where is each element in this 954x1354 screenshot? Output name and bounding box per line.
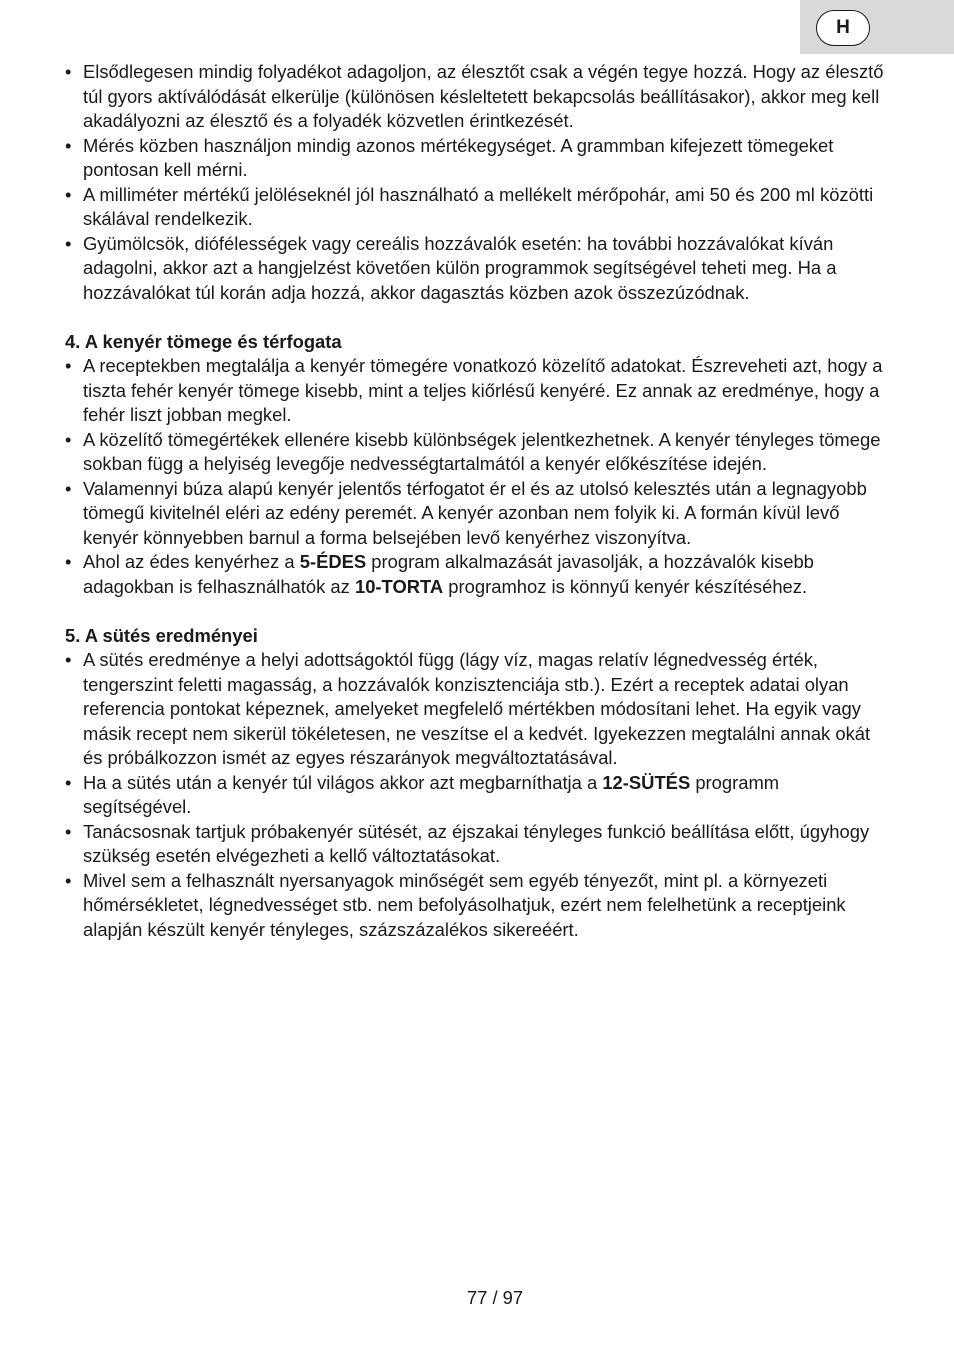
list-item: [65, 550, 890, 599]
list-item: • Tanácsosnak tartjuk próbakenyér sütését, az éjszakai tényleges funkció beállítása előtt, úgyhogy szükség esetén elvégezheti a kellő változtatásokat.: [65, 820, 890, 869]
list-item: • Elsődlegesen mindig folyadékot adagoljon, az élesztőt csak a végén tegye hozzá. Hogy az élesztő túl gyors aktíválódását elkerülje (különösen késleltetett bekapcsolás beállításakor), akkor meg kell akadályozni az élesztő és a folyadék közvetlen érintkezését.: [65, 60, 890, 134]
section-heading-bread-weight: 4. A kenyér tömege és térfogata: [65, 330, 342, 352]
text-run: Ahol az édes kenyérhez a: [83, 551, 300, 572]
text-run: Ha a sütés után a kenyér túl világos akkor azt megbarníthatja a: [83, 771, 603, 793]
list-item: • A receptekben megtalálja a kenyér tömegére vonatkozó közelítő adatokat. Észreveheti azt, hogy a tiszta fehér kenyér tömege kisebb, mint a teljes kiőrlésű kenyéré. Ez annak az eredménye, hogy a fehér liszt jobban megkel.: [65, 354, 890, 428]
page-content: [65, 60, 890, 942]
program-name-bake: 12-SÜTÉS: [602, 771, 691, 793]
program-name-sweet: 5-ÉDES: [299, 551, 367, 572]
list-item: • A közelítő tömegértékek ellenére kisebb különbségek jelentkezhetnek. A kenyér tényleges tömege sokban függ a helyiség levegője nedvességtartalmától a kenyér előkészítése idején.: [65, 428, 890, 477]
language-badge: H: [816, 10, 870, 46]
page-number: 77 / 97: [466, 1287, 524, 1308]
language-tab: [800, 0, 954, 54]
list-item: • Mérés közben használjon mindig azonos mértékegységet. A grammban kifejezett tömegeket pontosan kell mérni.: [65, 134, 890, 183]
section5-bullet-list: [65, 648, 890, 942]
list-item: • A sütés eredménye a helyi adottságoktól függ (lágy víz, magas relatív légnedvesség érték, tengerszint feletti magasság, a hozzávalók konzisztenciája stb.). Ezért a receptek adatai olyan referencia pontokat képeznek, amelyeket megfelelő mértékben módosítani lehet. Ha egyik vagy másik recept nem sikerül tökéletesen, ne veszítse el a kedvét. Igyekezzen megtalálni annak okát és próbálkozzon ismét az egyes részarányok megváltoztatásával.: [65, 648, 890, 771]
program-name-cake: 10-TORTA: [354, 575, 444, 597]
list-item: • Valamennyi búza alapú kenyér jelentős térfogatot ér el és az utolsó kelesztés után a legnagyobb tömegű kivitelnél eléri az edény peremét. A kenyér azonban nem folyik ki. A formán kívül levő kenyér könnyebben barnul a forma belsejében levő kenyérhez viszonyítva.: [65, 477, 890, 551]
text-run: programm segítségével.: [83, 771, 780, 817]
list-item: [65, 771, 890, 820]
section-heading-baking-results: 5. A sütés eredményei: [65, 624, 258, 646]
intro-bullet-list: [65, 60, 890, 305]
list-item: • Mivel sem a felhasznált nyersanyagok minőségét sem egyéb tényezőt, mint pl. a környezeti hőmérsékletet, légnedvességet stb. nem befolyásolhatjuk, ezért nem felelhetünk a receptjeink alapján készült kenyér tényleges, százszázalékos sikereéért.: [65, 869, 890, 943]
list-item: • Gyümölcsök, diófélességek vagy cereális hozzávalók esetén: ha további hozzávalókat kíván adagolni, akkor azt a hangjelzést követően külön programmok segítségével teheti meg. Ha a hozzávalókat túl korán adja hozzá, akkor dagasztás közben azok összezúzódnak.: [65, 232, 890, 306]
text-run: programhoz is könnyű kenyér készítéséhez.: [443, 575, 808, 597]
text-run: program alkalmazását javasolják, a hozzávalók kisebb adagokban is felhasználhatók az: [83, 551, 814, 597]
section4-bullet-list: [65, 354, 890, 599]
list-item: • A milliméter mértékű jelöléseknél jól használható a mellékelt mérőpohár, ami 50 és 200 ml közötti skálával rendelkezik.: [65, 183, 890, 232]
